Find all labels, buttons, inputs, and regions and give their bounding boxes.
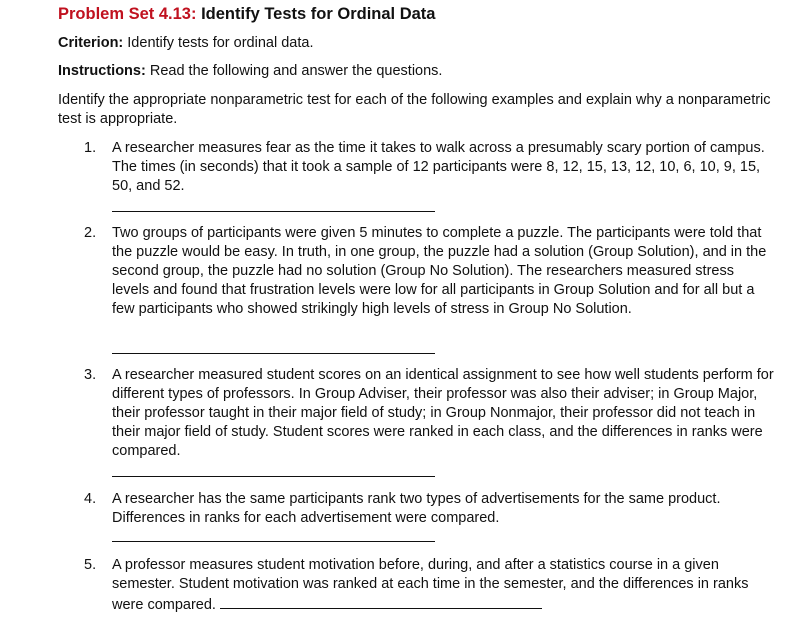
answer-blank-3[interactable] [112, 476, 435, 477]
problem-set-title: Identify Tests for Ordinal Data [201, 5, 436, 23]
answer-blank-1[interactable] [112, 211, 435, 212]
question-1 [84, 139, 774, 196]
answer-blank-4[interactable] [112, 541, 435, 542]
intro-paragraph: Identify the appropriate nonparametric test for each of the following examples and explain why a nonparametric test is appropriate. [58, 92, 771, 127]
question-text: A researcher has the same participants rank two types of advertisements for the same product. Differences in ranks for each advertisement were compared. [112, 491, 721, 526]
question-5 [84, 556, 774, 615]
question-number: 1. [84, 140, 97, 156]
question-number: 5. [84, 557, 97, 573]
question-text: A researcher measures fear as the time it takes to walk across a presumably scary portion of campus. The times (in seconds) that it took a sample of 12 participants were 8, 12, 15, 13, 12, 10, 6, 10, 9, 15, 50, and 52. [112, 140, 765, 194]
question-3 [84, 366, 774, 461]
criterion-line [58, 35, 313, 51]
criterion-label: Criterion: [58, 35, 124, 51]
criterion-text: Identify tests for ordinal data. [127, 35, 314, 51]
question-4 [84, 490, 774, 528]
instructions-label: Instructions: [58, 63, 146, 79]
instructions-text: Read the following and answer the questions. [149, 63, 443, 79]
answer-blank-2[interactable] [112, 353, 435, 354]
question-number: 2. [84, 225, 97, 241]
question-text: Two groups of participants were given 5 minutes to complete a puzzle. The participants were told that the puzzle would be easy. In truth, in one group, the puzzle had a solution (Group Solution), and in the second group, the puzzle had no solution (Group No Solution). The researchers measured stress levels and found that frustration levels were low for all participants in Group Solution and for all but a few participants who showed strikingly high levels of stress in Group No Solution. [112, 225, 767, 317]
page-title [58, 5, 435, 24]
question-2 [84, 224, 774, 319]
question-text-body: A professor measures student motivation before, during, and after a statistics course in a given semester. Student motivation was ranked at each time in the semester, and the differences in ranks were compared. [112, 557, 749, 613]
answer-blank-5[interactable] [220, 594, 542, 609]
question-number: 4. [84, 491, 97, 507]
question-text [112, 556, 774, 615]
problem-set-label: Problem Set 4.13: [58, 5, 197, 23]
question-text: A researcher measured student scores on an identical assignment to see how well students perform for different types of professors. In Group Adviser, their professor was also their adviser; in Group Major, their professor taught in their major field of study; in Group Nonmajor, their professor did not teach in their major field of study. Student scores were ranked in each class, and the differences in ranks were compared. [112, 367, 774, 459]
question-number: 3. [84, 367, 97, 383]
instructions-line [58, 63, 442, 79]
